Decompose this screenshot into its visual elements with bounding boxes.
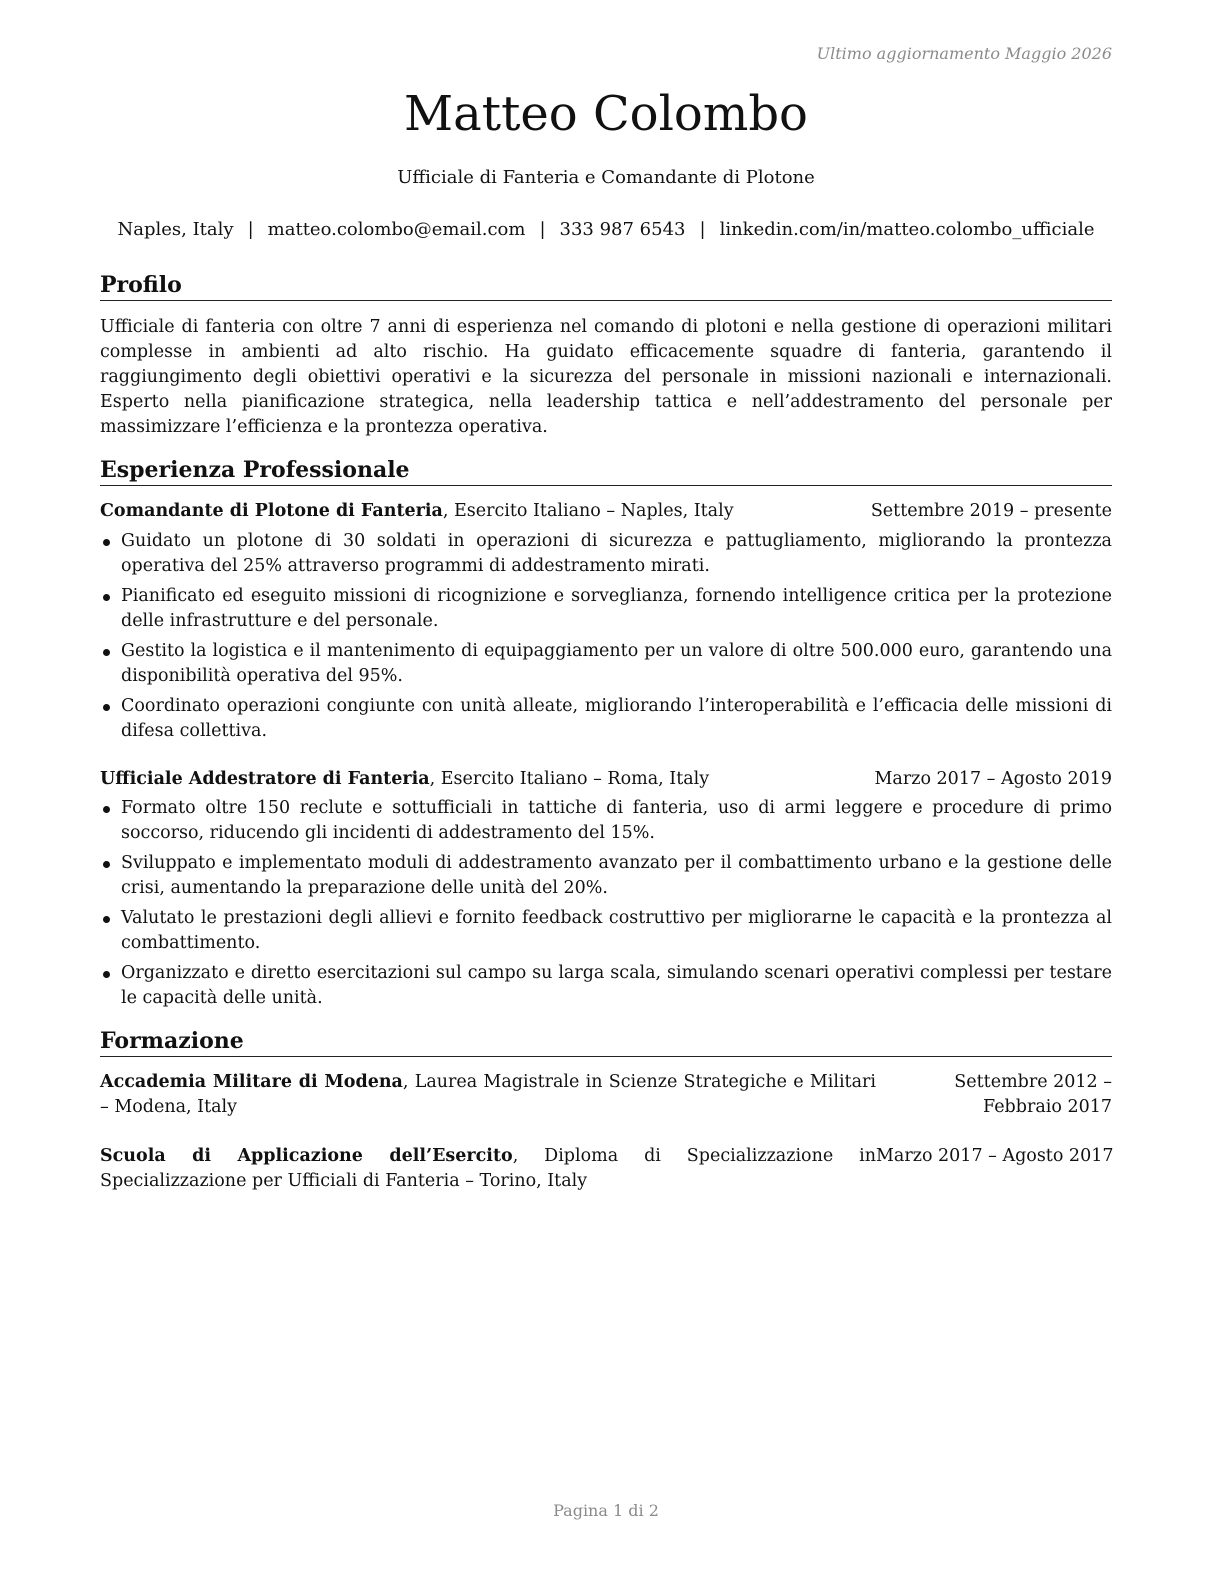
job-org: , Esercito Italiano – Roma, Italy xyxy=(429,769,710,789)
job-role-org xyxy=(100,767,709,792)
list-item: Coordinato operazioni congiunte con unità alleate, migliorando l’interoperabilità e l’efficacia delle missioni di difesa collettiva. xyxy=(100,694,1112,744)
candidate-name: Matteo Colombo xyxy=(404,86,808,142)
education-school: Scuola di Applicazione dell’Esercito xyxy=(100,1146,513,1166)
contact-phone[interactable]: 333 987 6543 xyxy=(559,219,686,240)
contact-separator: | xyxy=(247,219,254,240)
education-school: Accademia Militare di Modena xyxy=(100,1072,403,1092)
candidate-title: Ufficiale di Fanteria e Comandante di Plotone xyxy=(397,167,815,188)
job-role: Comandante di Plotone di Fanteria xyxy=(100,501,443,521)
list-item: Formato oltre 150 reclute e sottufficiali in tattiche di fanteria, uso di armi leggere e procedure di primo soccorso, riducendo gli incidenti di addestramento del 15%. xyxy=(100,796,1112,846)
job-dates: Marzo 2017 – Agosto 2019 xyxy=(874,769,1112,789)
job-bullets xyxy=(100,796,1112,1016)
contact-separator: | xyxy=(539,219,546,240)
job-role-org xyxy=(100,499,734,524)
resume-page xyxy=(100,0,1112,1584)
job-header xyxy=(100,499,1112,524)
list-item: Sviluppato e implementato moduli di addestramento avanzato per il combattimento urbano e la gestione delle crisi, aumentando la preparazione delle unità del 20%. xyxy=(100,851,1112,901)
list-item: Gestito la logistica e il mantenimento di equipaggiamento per un valore di oltre 500.000 euro, garantendo una disponibilità operativa del 95%. xyxy=(100,639,1112,689)
contact-location: Naples, Italy xyxy=(117,219,234,240)
education-dates: Marzo 2017 – Agosto 2017 xyxy=(876,1146,1114,1166)
education-detail: , Diploma di Specializzazione in Specializzazione per Ufficiali di Fanteria – Torino, Italy xyxy=(100,1146,876,1191)
list-item: Guidato un plotone di 30 soldati in operazioni di sicurezza e pattugliamento, migliorando la prontezza operativa del 25% attraverso programmi di addestramento mirati. xyxy=(100,529,1112,579)
education-left xyxy=(100,1070,876,1120)
education-dates: Settembre 2012 – Febbraio 2017 xyxy=(954,1072,1112,1117)
list-item: Organizzato e diretto esercitazioni sul campo su larga scala, simulando scenari operativi complessi per testare le capacità delle unità. xyxy=(100,961,1112,1011)
job-dates: Settembre 2019 – presente xyxy=(870,501,1112,521)
job-header xyxy=(100,767,1112,792)
page-number: Pagina 1 di 2 xyxy=(553,1501,659,1520)
section-title-experience: Esperienza Professionale xyxy=(100,457,1112,486)
education-item xyxy=(100,1144,1112,1194)
job-org: , Esercito Italiano – Naples, Italy xyxy=(442,501,734,521)
section-title-education: Formazione xyxy=(100,1028,1112,1057)
education-detail: , Laurea Magistrale in Scienze Strategiche e Militari – Modena, Italy xyxy=(100,1072,876,1117)
education-item xyxy=(100,1070,1112,1120)
profile-text: Ufficiale di fanteria con oltre 7 anni di esperienza nel comando di plotoni e nella gestione di operazioni militari complesse in ambienti ad alto rischio. Ha guidato efficacemente squadre di fanteria, garantendo il raggiungimento degli obiettivi operativi e la sicurezza del personale in missioni nazionali e internazionali. Esperto nella pianificazione strategica, nella leadership tattica e nell’addestramento del personale per massimizzare l’efficienza e la prontezza operativa. xyxy=(100,317,1112,437)
list-item: Valutato le prestazioni degli allievi e fornito feedback costruttivo per migliorarne le capacità e la prontezza al combattimento. xyxy=(100,906,1112,956)
contact-line xyxy=(100,219,1112,240)
last-updated: Ultimo aggiornamento Maggio 2026 xyxy=(816,44,1112,63)
job-role: Ufficiale Addestratore di Fanteria xyxy=(100,769,430,789)
job-bullets xyxy=(100,529,1112,749)
section-title-profile: Profilo xyxy=(100,272,1112,301)
list-item: Pianificato ed eseguito missioni di ricognizione e sorveglianza, fornendo intelligence critica per la protezione delle infrastrutture e del personale. xyxy=(100,584,1112,634)
education-left xyxy=(100,1144,876,1194)
contact-separator: | xyxy=(699,219,706,240)
contact-email[interactable]: matteo.colombo@email.com xyxy=(267,219,526,240)
contact-linkedin[interactable]: linkedin.com/in/matteo.colombo_ufficiale xyxy=(719,219,1095,240)
